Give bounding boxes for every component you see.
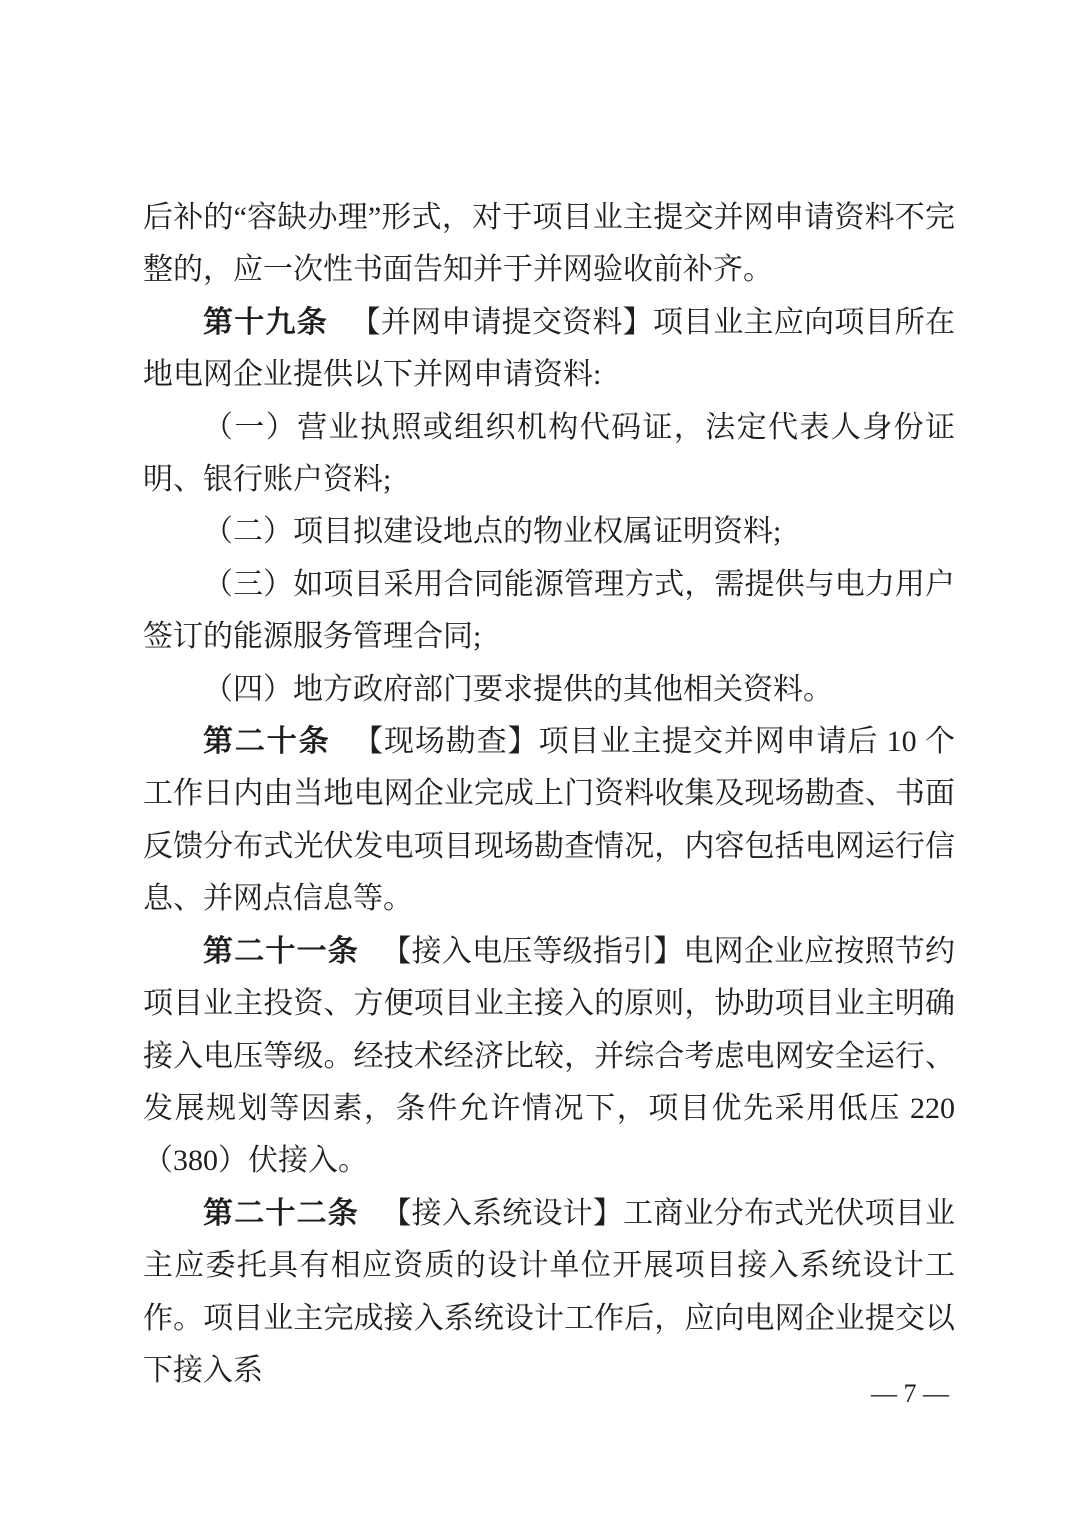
article-body-text: 项目业主应向项目所在地电网企业提供以下并网申请资料: [143,305,956,392]
document-content [143,192,955,1397]
page-number: — 7 — [871,1379,949,1408]
list-item-paragraph: （三）如项目采用合同能源管理方式，需提供与电力用户签订的能源服务管理合同; [143,567,955,654]
article-paragraph [143,297,955,402]
body-paragraph: 后补的“容缺办理”形式，对于项目业主提交并网申请资料不完整的，应一次性书面告知并于并网验收前补齐。 [143,201,955,287]
article-title: 【并网申请提交资料】 [350,305,653,339]
article-title: 【现场勘查】 [353,725,539,759]
article-number: 第二十二条 [203,1196,359,1230]
article-number: 第二十条 [203,725,331,759]
list-item-paragraph: （四）地方政府部门要求提供的其他相关资料。 [203,672,833,706]
list-item-paragraph: （二）项目拟建设地点的物业权属证明资料; [203,515,782,549]
list-item-paragraph: （一）营业执照或组织机构代码证，法定代表人身份证明、银行账户资料; [143,410,955,497]
article-body-text: 工商业分布式光伏项目业主应委托具有相应资质的设计单位开展项目接入系统设计工作。项目业主完成接入系统设计工作后，应向电网企业提交以下接入系 [143,1196,956,1387]
article-title: 【接入电压等级指引】 [381,934,684,968]
article-paragraph [143,1188,955,1398]
article-title: 【接入系统设计】 [381,1196,624,1230]
article-paragraph [143,716,955,926]
article-number: 第二十一条 [203,934,359,968]
page-footer [871,1379,949,1409]
article-paragraph [143,926,955,1188]
article-number: 第十九条 [203,305,328,339]
article-body-text: 项目业主提交并网申请后 10 个工作日内由当地电网企业完成上门资料收集及现场勘查、书面反馈分布式光伏发电项目现场勘查情况，内容包括电网运行信息、并网点信息等。 [143,725,956,916]
article-body-text: 电网企业应按照节约项目业主投资、方便项目业主接入的原则，协助项目业主明确接入电压等级。经技术经济比较，并综合考虑电网安全运行、发展规划等因素，条件允许情况下，项目优先采用低压 220（380）伏接入。 [143,934,956,1178]
